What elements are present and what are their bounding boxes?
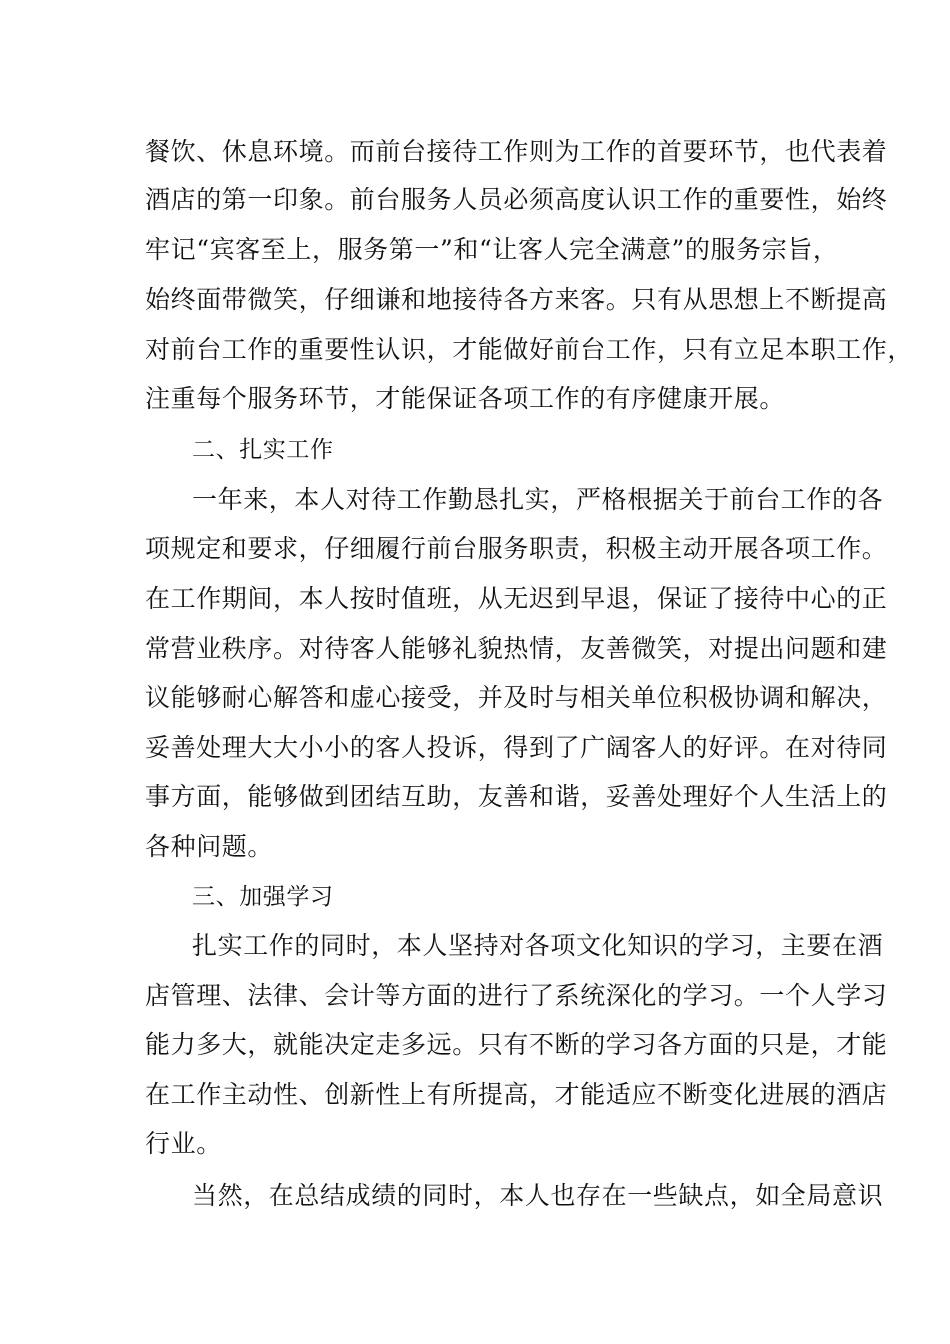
- paragraph-line: 各种问题。: [145, 832, 274, 861]
- paragraph-line: 对前台工作的重要性认识，才能做好前台工作，只有立足本职工作，: [145, 335, 914, 364]
- paragraph-line: 项规定和要求，仔细履行前台服务职责，积极主动开展各项工作。: [145, 534, 888, 563]
- paragraph-line: 事方面，能够做到团结互助，友善和谐，妥善处理好个人生活上的: [145, 782, 888, 811]
- paragraph-line: 妥善处理大大小小的客人投诉，得到了广阔客人的好评。在对待同: [145, 733, 888, 762]
- paragraph-line: 餐饮、休息环境。而前台接待工作则为工作的首要环节，也代表着: [145, 137, 888, 166]
- paragraph-line: 议能够耐心解答和虚心接受，并及时与相关单位积极协调和解决，: [145, 683, 888, 712]
- paragraph-line: 在工作主动性、创新性上有所提高，才能适应不断变化进展的酒店: [145, 1080, 888, 1109]
- section-heading: 二、扎实工作: [192, 437, 334, 463]
- paragraph-line: 酒店的第一印象。前台服务人员必须高度认识工作的重要性，始终: [145, 185, 888, 214]
- paragraph-line: 店管理、法律、会计等方面的进行了系统深化的学习。一个人学习: [145, 981, 888, 1010]
- section-heading: 三、加强学习: [192, 884, 334, 910]
- paragraph-line: 能力多大，就能决定走多远。只有不断的学习各方面的只是，才能: [145, 1030, 888, 1059]
- paragraph-line: 行业。: [145, 1129, 222, 1158]
- paragraph-line: 注重每个服务环节，才能保证各项工作的有序健康开展。: [145, 384, 786, 413]
- paragraph-line: 扎实工作的同时，本人坚持对各项文化知识的学习，主要在酒: [192, 931, 884, 960]
- paragraph-line: 在工作期间，本人按时值班，从无迟到早退，保证了接待中心的正: [145, 584, 888, 613]
- paragraph-line: 一年来，本人对待工作勤恳扎实，严格根据关于前台工作的各: [192, 485, 884, 514]
- paragraph-line: 始终面带微笑，仔细谦和地接待各方来客。只有从思想上不断提高: [145, 285, 888, 314]
- paragraph-line: 常营业秩序。对待客人能够礼貌热情，友善微笑，对提出问题和建: [145, 634, 888, 663]
- paragraph-line: 牢记“宾客至上，服务第一”和“让客人完全满意”的服务宗旨，: [145, 235, 839, 264]
- paragraph-line: 当然，在总结成绩的同时，本人也存在一些缺点，如全局意识: [192, 1181, 884, 1210]
